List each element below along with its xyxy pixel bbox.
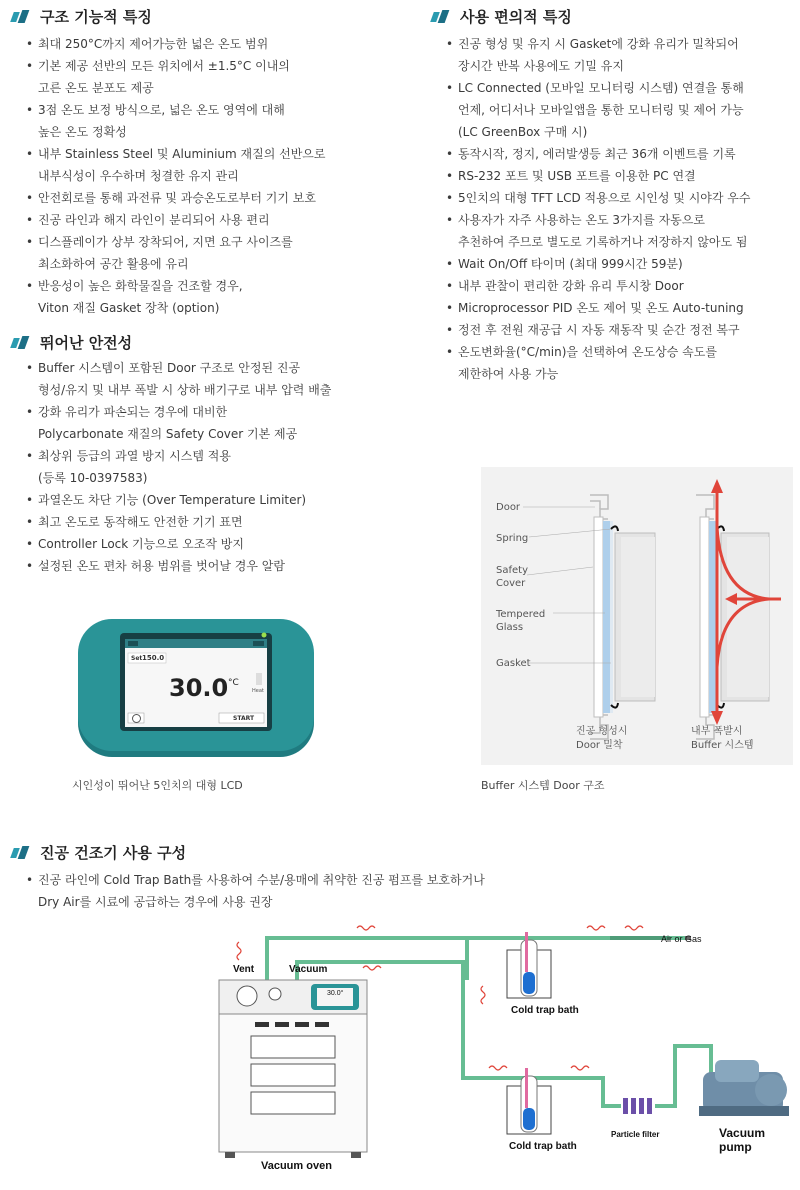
convenience-item-line: 제한하여 사용 가능: [458, 367, 559, 381]
convenience-item-line: • 온도변화율(°C/min)을 선택하여 온도상승 속도를: [458, 345, 717, 359]
convenience-item-line: • LC Connected (모바일 모니터링 시스템) 연결을 통해: [458, 81, 744, 95]
door-left-caption-1: 진공 형성시: [576, 726, 628, 737]
diagram-vacuum-oven: Vacuum oven: [261, 1160, 332, 1172]
convenience-item: [446, 165, 796, 187]
safety-item-line: • 최고 온도로 동작해도 안전한 기기 표면: [38, 515, 243, 529]
safety-item-line: • 과열온도 차단 기능 (Over Temperature Limiter): [38, 493, 307, 507]
safety-item: [26, 555, 406, 577]
safety-item: [26, 401, 406, 445]
safety-item: [26, 511, 406, 533]
vacuum-config-svg: [215, 920, 800, 1185]
lcd-timer-icon: [132, 714, 141, 723]
convenience-item: [446, 33, 796, 77]
door-label-tempered: Tempered: [496, 609, 546, 620]
convenience-item-line: 언제, 어디서나 모바일앱을 통한 모니터링 및 제어 가능: [458, 103, 744, 117]
convenience-item-line: (LC GreenBox 구매 시): [458, 125, 588, 139]
section-marker-icon: [12, 10, 30, 24]
convenience-item-line: • 내부 관찰이 편리한 강화 유리 투시창 Door: [458, 279, 684, 293]
door-caption: Buffer 시스템 Door 구조: [481, 779, 605, 792]
convenience-item-line: 장시간 반복 사용에도 기밀 유지: [458, 59, 624, 73]
lcd-start-button: START: [233, 715, 255, 722]
structure-item-line: • 기본 제공 선반의 모든 위치에서 ±1.5°C 이내의: [38, 59, 290, 73]
structure-item: [26, 33, 396, 55]
lcd-controller-image: [76, 617, 316, 760]
diagram-cold-trap-2: Cold trap bath: [509, 1141, 577, 1152]
config-item: [26, 869, 646, 913]
safety-item-line: • 최상위 등급의 과열 방지 시스템 적용: [38, 449, 231, 463]
section-marker-icon: [432, 10, 450, 24]
structure-item: [26, 55, 396, 99]
convenience-item: [446, 297, 796, 319]
structure-item: [26, 187, 396, 209]
structure-item-line: 고른 온도 분포도 제공: [38, 81, 154, 95]
convenience-item-line: • Wait On/Off 타이머 (최대 999시간 59분): [458, 257, 683, 271]
structure-item-line: • 디스플레이가 상부 장착되어, 지면 요구 사이즈를: [38, 235, 293, 249]
config-item-line: Dry Air를 시료에 공급하는 경우에 사용 권장: [38, 895, 273, 909]
convenience-item-line: • RS-232 포트 및 USB 포트를 이용한 PC 연결: [458, 169, 696, 183]
structure-item-line: • 반응성이 높은 화학물질을 건조할 경우,: [38, 279, 243, 293]
door-label-door: Door: [496, 502, 521, 513]
convenience-item-line: • 정전 후 전원 재공급 시 자동 재동작 및 순간 정전 복구: [458, 323, 740, 337]
convenience-item: [446, 187, 796, 209]
structure-item: [26, 275, 396, 319]
door-structure-diagram: [481, 467, 793, 765]
safety-feature-list: [26, 357, 406, 577]
safety-item-line: • 설정된 온도 편차 허용 범위를 벗어날 경우 알람: [38, 559, 285, 573]
door-label-gasket: Gasket: [496, 658, 531, 669]
section-title-structure: 구조 기능적 특징: [12, 6, 152, 27]
convenience-feature-list: [446, 33, 796, 385]
structure-item-line: 최소화하여 공간 활용에 유리: [38, 257, 189, 271]
lcd-set-label: Set: [131, 655, 143, 662]
safety-item-line: (등록 10-0397583): [38, 471, 148, 485]
section-title-config: 진공 건조기 사용 구성: [12, 842, 186, 863]
config-item-line: • 진공 라인에 Cold Trap Bath를 사용하여 수분/용매에 취약한 진공 펌프를 보호하거나: [38, 873, 485, 887]
safety-item-line: • Buffer 시스템이 포함된 Door 구조로 안정된 진공: [38, 361, 301, 375]
convenience-item-line: • 진공 형성 및 유지 시 Gasket에 강화 유리가 밀착되어: [458, 37, 739, 51]
vacuum-config-diagram: [215, 920, 800, 1185]
lcd-unit: °C: [228, 678, 239, 688]
diagram-oven-display: 30.0°: [327, 990, 344, 997]
door-label-spring: Spring: [496, 533, 529, 544]
safety-item-line: 형성/유지 및 내부 폭발 시 상하 배기구로 내부 압력 배출: [38, 383, 332, 397]
diagram-air-gas: Air or Gas: [661, 934, 702, 944]
structure-item-line: • 3점 온도 보정 방식으로, 넓은 온도 영역에 대해: [38, 103, 285, 117]
structure-item-line: 내부식성이 우수하며 청결한 유지 관리: [38, 169, 239, 183]
door-label-glass: Glass: [496, 622, 524, 633]
lcd-set-value: 150.0: [142, 654, 165, 662]
convenience-item: [446, 143, 796, 165]
safety-item: [26, 533, 406, 555]
convenience-item: [446, 275, 796, 297]
convenience-item-line: 추천하여 주므로 별도로 기록하거나 저장하지 않아도 됨: [458, 235, 748, 249]
structure-item: [26, 231, 396, 275]
convenience-item: [446, 209, 796, 253]
door-label-cover: Cover: [496, 578, 526, 589]
convenience-item-line: • Microprocessor PID 온도 제어 및 온도 Auto-tuning: [458, 301, 744, 315]
safety-item: [26, 445, 406, 489]
structure-item: [26, 99, 396, 143]
safety-item-line: • 강화 유리가 파손되는 경우에 대비한: [38, 405, 228, 419]
structure-feature-list: [26, 33, 396, 319]
door-left-caption-2: Door 밀착: [576, 740, 623, 751]
safety-item: [26, 357, 406, 401]
section-title-safety: 뛰어난 안전성: [12, 332, 132, 353]
safety-item-line: Polycarbonate 재질의 Safety Cover 기본 제공: [38, 427, 298, 441]
safety-item-line: • Controller Lock 기능으로 오조작 방지: [38, 537, 244, 551]
section-title-convenience: 사용 편의적 특징: [432, 6, 572, 27]
config-description-list: [26, 869, 646, 913]
convenience-item-line: • 사용자가 자주 사용하는 온도 3가지를 자동으로: [458, 213, 705, 227]
structure-item-line: 높은 온도 정확성: [38, 125, 127, 139]
diagram-vacuum: Vacuum: [289, 964, 328, 975]
lcd-heat: Heat: [252, 688, 264, 694]
door-label-safety: Safety: [496, 565, 528, 576]
convenience-item: [446, 319, 796, 341]
structure-item: [26, 209, 396, 231]
convenience-item-line: • 5인치의 대형 TFT LCD 적용으로 시인성 및 시야각 우수: [458, 191, 751, 205]
convenience-item: [446, 77, 796, 143]
structure-item-line: Viton 재질 Gasket 장착 (option): [38, 301, 220, 315]
structure-item: [26, 143, 396, 187]
lcd-caption: 시인성이 뛰어난 5인치의 대형 LCD: [72, 779, 243, 792]
door-right-caption-2: Buffer 시스템: [691, 740, 754, 751]
diagram-vacuum-pump: Vacuum pump: [719, 1126, 766, 1154]
structure-item-line: • 진공 라인과 해지 라인이 분리되어 사용 편리: [38, 213, 270, 227]
safety-item: [26, 489, 406, 511]
structure-item-line: • 내부 Stainless Steel 및 Aluminium 재질의 선반으로: [38, 147, 326, 161]
lcd-temperature: 30.0: [169, 674, 229, 702]
diagram-cold-trap-1: Cold trap bath: [511, 1005, 579, 1016]
structure-item-line: • 최대 250°C까지 제어가능한 넓은 온도 범위: [38, 37, 269, 51]
diagram-vent: Vent: [233, 964, 255, 975]
section-marker-icon: [12, 846, 30, 860]
convenience-item: [446, 341, 796, 385]
section-marker-icon: [12, 336, 30, 350]
door-right-caption-1: 내부 폭발시: [691, 726, 743, 737]
diagram-particle-filter: Particle filter: [611, 1130, 660, 1139]
convenience-item: [446, 253, 796, 275]
structure-item-line: • 안전회로를 통해 과전류 및 과승온도로부터 기기 보호: [38, 191, 316, 205]
convenience-item-line: • 동작시작, 정지, 에러발생등 최근 36개 이벤트를 기록: [458, 147, 736, 161]
